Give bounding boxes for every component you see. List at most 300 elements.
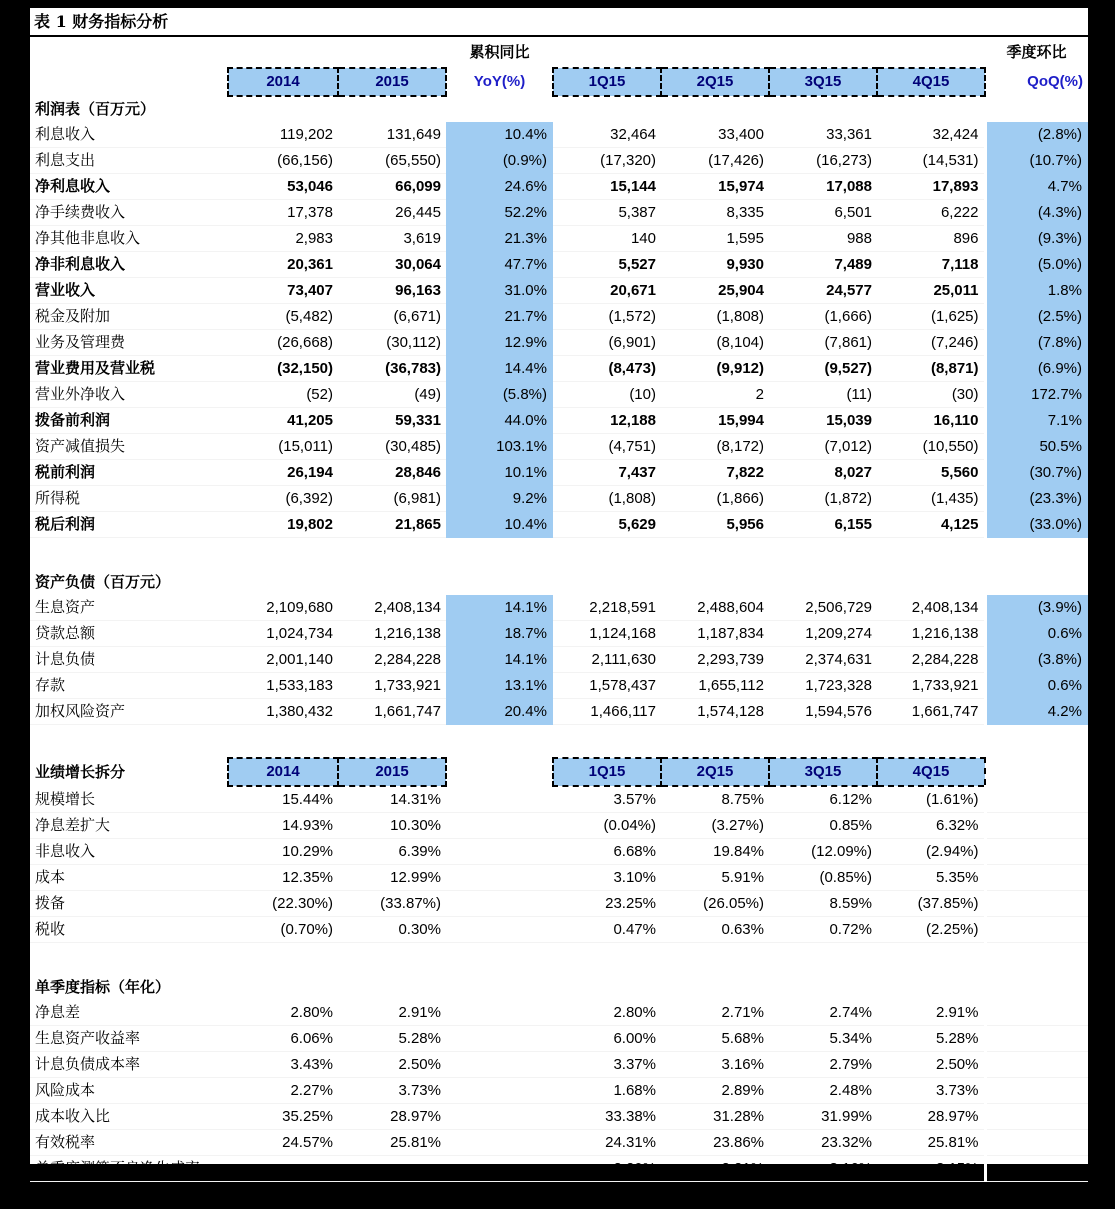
cell-2015: (30,112) — [338, 330, 446, 356]
cell-4q15: (10,550) — [877, 434, 985, 460]
cell-qoq — [985, 891, 1088, 917]
spacer-cell — [228, 975, 338, 1000]
cell-1q15: 7,437 — [553, 460, 661, 486]
cell-qoq: (2.5%) — [985, 304, 1088, 330]
cell-qoq: (30.7%) — [985, 460, 1088, 486]
column-header-2q15: 2Q15 — [661, 68, 769, 96]
cell-2014: 20,361 — [228, 252, 338, 278]
spacer-cell — [985, 570, 1088, 595]
cell-2015: 30,064 — [338, 252, 446, 278]
row-label: 净息差扩大 — [30, 813, 228, 839]
spacer-cell — [661, 975, 769, 1000]
section-header-row — [30, 758, 1088, 786]
cell-qoq: 4.2% — [985, 699, 1088, 725]
cell-yoy: 44.0% — [446, 408, 553, 434]
cell-2q15: 25,904 — [661, 278, 769, 304]
cell-2014: (0.70%) — [228, 917, 338, 943]
column-header-yoy: YoY(%) — [473, 73, 526, 90]
cell-1q15: 0.47% — [553, 917, 661, 943]
cell-yoy: 103.1% — [446, 434, 553, 460]
cell-2015: 3.73% — [338, 1078, 446, 1104]
cell-4q15: 4,125 — [877, 512, 985, 538]
cell-qoq: 1.8% — [985, 278, 1088, 304]
cell-1q15: 3.10% — [553, 865, 661, 891]
cell-3q15: 1,209,274 — [769, 621, 877, 647]
cell-4q15: 25.81% — [877, 1130, 985, 1156]
cell-4q15: 17,893 — [877, 174, 985, 200]
cell-yoy: (5.8%) — [446, 382, 553, 408]
cell-3q15: 1,594,576 — [769, 699, 877, 725]
spacer-cell — [553, 96, 661, 122]
cell-qoq: (33.0%) — [985, 512, 1088, 538]
cell-qoq: 172.7% — [985, 382, 1088, 408]
cell-1q15: 2.20% — [553, 1156, 661, 1182]
cell-2014: 2,109,680 — [228, 595, 338, 621]
table-row — [30, 786, 1088, 813]
cell-2014: (22.30%) — [228, 891, 338, 917]
cell-qoq — [985, 786, 1088, 813]
row-label: 税收 — [30, 917, 228, 943]
cell-yoy — [446, 865, 553, 891]
row-label: 成本 — [30, 865, 228, 891]
cell-2014: 1,533,183 — [228, 673, 338, 699]
cell-qoq: 4.7% — [985, 174, 1088, 200]
cell-1q15: 20,671 — [553, 278, 661, 304]
cell-qoq: (10.7%) — [985, 148, 1088, 174]
cell-2015: 3,619 — [338, 226, 446, 252]
cell-qoq — [985, 839, 1088, 865]
cell-3q15: 23.32% — [769, 1130, 877, 1156]
cell-2q15: 8,335 — [661, 200, 769, 226]
cell-1q15: (4,751) — [553, 434, 661, 460]
column-header-1q15: 1Q15 — [553, 758, 661, 786]
cell-2q15: 15,994 — [661, 408, 769, 434]
cell-qoq — [985, 865, 1088, 891]
financial-table — [30, 37, 1088, 1182]
cell-4q15: 5.28% — [877, 1026, 985, 1052]
cell-2q15: 19.84% — [661, 839, 769, 865]
cell-qoq: (4.3%) — [985, 200, 1088, 226]
cell-2q15: 1,655,112 — [661, 673, 769, 699]
cell-yoy: 20.4% — [446, 699, 553, 725]
cell-2q15: (1,866) — [661, 486, 769, 512]
cell-1q15: 1.68% — [553, 1078, 661, 1104]
cell-2014: (32,150) — [228, 356, 338, 382]
cell-2015: 2,408,134 — [338, 595, 446, 621]
table-row — [30, 148, 1088, 174]
table-row — [30, 278, 1088, 304]
cell-2q15: (8,104) — [661, 330, 769, 356]
section-header-row — [30, 96, 1088, 122]
spacer-cell — [877, 570, 985, 595]
cell-3q15: 3.16% — [769, 1156, 877, 1182]
cell-2014: 10.29% — [228, 839, 338, 865]
cell-2q15: 1,595 — [661, 226, 769, 252]
table-row — [30, 512, 1088, 538]
cell-3q15: 2.48% — [769, 1078, 877, 1104]
cell-1q15: 5,527 — [553, 252, 661, 278]
row-label: 拨备 — [30, 891, 228, 917]
cell-1q15: 15,144 — [553, 174, 661, 200]
cell-2015: 1,216,138 — [338, 621, 446, 647]
row-label: 营业费用及营业税 — [30, 356, 228, 382]
cell-2015: (6,671) — [338, 304, 446, 330]
cell-2015: 10.30% — [338, 813, 446, 839]
column-header-3q15: 3Q15 — [769, 758, 877, 786]
cell-3q15: 2.74% — [769, 1000, 877, 1026]
report-sheet — [30, 8, 1088, 1209]
row-label: 净利息收入 — [30, 174, 228, 200]
column-header-1q15: 1Q15 — [553, 68, 661, 96]
cell-3q15: 2,506,729 — [769, 595, 877, 621]
cell-2015: 14.31% — [338, 786, 446, 813]
cell-2q15: 5.91% — [661, 865, 769, 891]
cell-3q15: 33,361 — [769, 122, 877, 148]
cell-2015: (49) — [338, 382, 446, 408]
cell-2014: 14.93% — [228, 813, 338, 839]
table-row — [30, 434, 1088, 460]
cell-3q15: 24,577 — [769, 278, 877, 304]
cell-4q15: 3.15% — [877, 1156, 985, 1182]
cell-qoq — [985, 813, 1088, 839]
cell-yoy: 14.1% — [446, 595, 553, 621]
cell-yoy: 14.1% — [446, 647, 553, 673]
row-label: 非息收入 — [30, 839, 228, 865]
spacer-cell — [769, 975, 877, 1000]
spacer-cell — [661, 570, 769, 595]
table-row — [30, 226, 1088, 252]
cell-2014: 35.25% — [228, 1104, 338, 1130]
cell-3q15: 15,039 — [769, 408, 877, 434]
spacer-cell — [553, 37, 985, 68]
table-row — [30, 408, 1088, 434]
row-label: 税前利润 — [30, 460, 228, 486]
table-row — [30, 917, 1088, 943]
table-row — [30, 330, 1088, 356]
cell-4q15: (7,246) — [877, 330, 985, 356]
cell-1q15: 5,629 — [553, 512, 661, 538]
cell-2014: 12.35% — [228, 865, 338, 891]
cell-2015: 28,846 — [338, 460, 446, 486]
section-title: 资产负债（百万元） — [35, 573, 171, 591]
spacer-cell — [985, 758, 1088, 786]
cell-qoq: (3.9%) — [985, 595, 1088, 621]
cell-2q15: (17,426) — [661, 148, 769, 174]
cell-yoy — [446, 813, 553, 839]
spacer-cell — [446, 570, 553, 595]
cell-3q15: 6,155 — [769, 512, 877, 538]
cell-2015: 0.30% — [338, 917, 446, 943]
cell-yoy: 10.1% — [446, 460, 553, 486]
cell-1q15: (8,473) — [553, 356, 661, 382]
cell-3q15: 1,723,328 — [769, 673, 877, 699]
cell-2014: 15.44% — [228, 786, 338, 813]
cell-2015: (33.87%) — [338, 891, 446, 917]
cell-yoy — [446, 786, 553, 813]
cell-4q15: (8,871) — [877, 356, 985, 382]
row-label: 利息支出 — [30, 148, 228, 174]
table-row — [30, 839, 1088, 865]
section-spacer-row — [30, 538, 1088, 571]
cell-1q15: 32,464 — [553, 122, 661, 148]
cell-2015: 1,733,921 — [338, 673, 446, 699]
row-label: 税后利润 — [30, 512, 228, 538]
cell-2015: 96,163 — [338, 278, 446, 304]
table-row — [30, 1000, 1088, 1026]
cell-2q15: (26.05%) — [661, 891, 769, 917]
column-header-row — [30, 68, 1088, 96]
cell-yoy: 9.2% — [446, 486, 553, 512]
cell-4q15: 5.35% — [877, 865, 985, 891]
cell-2015: 25.81% — [338, 1130, 446, 1156]
cell-1q15: 6.00% — [553, 1026, 661, 1052]
row-label: 净息差 — [30, 1000, 228, 1026]
section-title: 利润表（百万元） — [35, 99, 156, 118]
cell-3q15: 6,501 — [769, 200, 877, 226]
cell-2q15: 31.28% — [661, 1104, 769, 1130]
cell-2015: 12.99% — [338, 865, 446, 891]
table-row — [30, 673, 1088, 699]
cell-3q15: 7,489 — [769, 252, 877, 278]
table-row — [30, 304, 1088, 330]
cell-2014: (52) — [228, 382, 338, 408]
column-header-2014: 2014 — [228, 68, 338, 96]
cell-2014: 1,024,734 — [228, 621, 338, 647]
row-label: 单季度测算不良净生成率 — [30, 1156, 228, 1182]
column-header-4q15: 4Q15 — [877, 758, 985, 786]
cell-2014: 2,983 — [228, 226, 338, 252]
cell-2q15: (8,172) — [661, 434, 769, 460]
cell-qoq: (7.8%) — [985, 330, 1088, 356]
cell-2q15: 3.16% — [661, 1052, 769, 1078]
cell-3q15: 31.99% — [769, 1104, 877, 1130]
cell-yoy — [446, 1104, 553, 1130]
cell-3q15: (1,666) — [769, 304, 877, 330]
cell-qoq — [985, 1026, 1088, 1052]
cell-2q15: 2.21% — [661, 1156, 769, 1182]
section-header-row — [30, 570, 1088, 595]
spacer-cell — [985, 975, 1088, 1000]
cell-1q15: 3.57% — [553, 786, 661, 813]
cell-1q15: 1,578,437 — [553, 673, 661, 699]
table-row — [30, 460, 1088, 486]
spacer-cell — [228, 570, 338, 595]
row-label: 存款 — [30, 673, 228, 699]
cell-2014: 3.43% — [228, 1052, 338, 1078]
cell-4q15: (1,625) — [877, 304, 985, 330]
table-row — [30, 200, 1088, 226]
cell-yoy — [446, 917, 553, 943]
cell-1q15: 12,188 — [553, 408, 661, 434]
cell-2q15: 0.63% — [661, 917, 769, 943]
cell-1q15: 1,466,117 — [553, 699, 661, 725]
cell-2014: 2.27% — [228, 1078, 338, 1104]
spacer-cell — [338, 975, 446, 1000]
cell-1q15: 2,218,591 — [553, 595, 661, 621]
cell-4q15: (1.61%) — [877, 786, 985, 813]
cell-yoy — [446, 839, 553, 865]
cell-1q15: 1,124,168 — [553, 621, 661, 647]
cell-3q15: (1,872) — [769, 486, 877, 512]
cell-yoy: 24.6% — [446, 174, 553, 200]
cell-1q15: 2.80% — [553, 1000, 661, 1026]
cell-2q15: 2,488,604 — [661, 595, 769, 621]
column-header-4q15: 4Q15 — [877, 68, 985, 96]
cell-qoq: (9.3%) — [985, 226, 1088, 252]
cell-yoy: 47.7% — [446, 252, 553, 278]
cell-4q15: 1,733,921 — [877, 673, 985, 699]
cell-2q15: 2,293,739 — [661, 647, 769, 673]
cell-qoq — [985, 1000, 1088, 1026]
cell-1q15: (0.04%) — [553, 813, 661, 839]
cell-yoy: 10.4% — [446, 512, 553, 538]
cell-2q15: 7,822 — [661, 460, 769, 486]
cell-2014: 41,205 — [228, 408, 338, 434]
row-label: 所得税 — [30, 486, 228, 512]
cell-yoy: 31.0% — [446, 278, 553, 304]
cell-4q15: 1,216,138 — [877, 621, 985, 647]
cell-1q15: 33.38% — [553, 1104, 661, 1130]
table-row — [30, 647, 1088, 673]
cell-qoq: 0.6% — [985, 673, 1088, 699]
cell-3q15: (16,273) — [769, 148, 877, 174]
cell-3q15: (0.85%) — [769, 865, 877, 891]
row-label: 业务及管理费 — [30, 330, 228, 356]
spacer-cell — [446, 975, 553, 1000]
cell-4q15: 25,011 — [877, 278, 985, 304]
cell-2014: 17,378 — [228, 200, 338, 226]
cell-2014: 1,380,432 — [228, 699, 338, 725]
cell-3q15: (7,861) — [769, 330, 877, 356]
cell-qoq — [985, 917, 1088, 943]
row-label: 成本收入比 — [30, 1104, 228, 1130]
cell-yoy — [446, 1052, 553, 1078]
cell-qoq: (5.0%) — [985, 252, 1088, 278]
cell-4q15: (14,531) — [877, 148, 985, 174]
cell-2q15: (1,808) — [661, 304, 769, 330]
row-label: 加权风险资产 — [30, 699, 228, 725]
cell-2014 — [228, 1156, 338, 1182]
cell-2q15: 5,956 — [661, 512, 769, 538]
cell-2014: (26,668) — [228, 330, 338, 356]
cell-3q15: 6.12% — [769, 786, 877, 813]
spacer-cell — [661, 96, 769, 122]
cell-yoy: 18.7% — [446, 621, 553, 647]
cell-1q15: 6.68% — [553, 839, 661, 865]
spacer-cell — [338, 96, 446, 122]
cell-qoq — [985, 1104, 1088, 1130]
cell-4q15: 5,560 — [877, 460, 985, 486]
row-label: 净其他非息收入 — [30, 226, 228, 252]
cell-3q15: 2,374,631 — [769, 647, 877, 673]
cell-1q15: 23.25% — [553, 891, 661, 917]
source-note: 资料来源：公司年报、中报和季报（2014-2015），海通证券研究所 — [30, 1182, 1088, 1209]
cell-4q15: 16,110 — [877, 408, 985, 434]
cell-qoq: 0.6% — [985, 621, 1088, 647]
cell-2014: 73,407 — [228, 278, 338, 304]
table-row — [30, 1078, 1088, 1104]
cell-2q15: 2 — [661, 382, 769, 408]
row-label: 计息负债成本率 — [30, 1052, 228, 1078]
row-label: 风险成本 — [30, 1078, 228, 1104]
cell-qoq — [985, 1130, 1088, 1156]
table-row — [30, 865, 1088, 891]
column-header-2015: 2015 — [338, 68, 446, 96]
cell-4q15: (2.25%) — [877, 917, 985, 943]
cell-3q15: 8.59% — [769, 891, 877, 917]
column-header-2q15: 2Q15 — [661, 758, 769, 786]
cell-yoy — [446, 1078, 553, 1104]
spacer-cell — [446, 96, 553, 122]
cell-2q15: (9,912) — [661, 356, 769, 382]
cell-4q15: 2.50% — [877, 1052, 985, 1078]
cell-2015: 1,661,747 — [338, 699, 446, 725]
cell-4q15: (2.94%) — [877, 839, 985, 865]
cell-2q15: 5.68% — [661, 1026, 769, 1052]
cell-2015: 131,649 — [338, 122, 446, 148]
row-label: 营业外净收入 — [30, 382, 228, 408]
cell-yoy: 13.1% — [446, 673, 553, 699]
cell-2014: 26,194 — [228, 460, 338, 486]
spacer-cell — [30, 68, 228, 96]
spacer-cell — [553, 975, 661, 1000]
cell-2014: (6,392) — [228, 486, 338, 512]
cell-2014: 53,046 — [228, 174, 338, 200]
column-header-qoq: QoQ(%) — [1027, 73, 1083, 90]
cell-1q15: (1,808) — [553, 486, 661, 512]
cell-2015: (36,783) — [338, 356, 446, 382]
cell-3q15: 0.72% — [769, 917, 877, 943]
cell-2015: 2.91% — [338, 1000, 446, 1026]
cell-2015: 26,445 — [338, 200, 446, 226]
cell-2015: (6,981) — [338, 486, 446, 512]
cell-4q15: 896 — [877, 226, 985, 252]
row-label: 利息收入 — [30, 122, 228, 148]
cell-2q15: 9,930 — [661, 252, 769, 278]
cell-yoy: (0.9%) — [446, 148, 553, 174]
cell-2015: 2.50% — [338, 1052, 446, 1078]
table-row — [30, 1156, 1088, 1182]
cell-qoq — [985, 1078, 1088, 1104]
row-label: 净手续费收入 — [30, 200, 228, 226]
cell-4q15: 32,424 — [877, 122, 985, 148]
cell-2015: 5.28% — [338, 1026, 446, 1052]
cell-yoy — [446, 891, 553, 917]
cell-4q15: 28.97% — [877, 1104, 985, 1130]
section-spacer-row — [30, 943, 1088, 976]
cell-1q15: 5,387 — [553, 200, 661, 226]
cell-2014: 119,202 — [228, 122, 338, 148]
cell-2015 — [338, 1156, 446, 1182]
cell-qoq: (6.9%) — [985, 356, 1088, 382]
cell-yoy: 21.3% — [446, 226, 553, 252]
section-title: 单季度指标（年化） — [35, 978, 171, 996]
cell-3q15: 0.85% — [769, 813, 877, 839]
cell-2015: (65,550) — [338, 148, 446, 174]
row-label: 拨备前利润 — [30, 408, 228, 434]
cell-yoy: 21.7% — [446, 304, 553, 330]
section-header-row — [30, 975, 1088, 1000]
row-label: 规模增长 — [30, 786, 228, 813]
cell-3q15: 5.34% — [769, 1026, 877, 1052]
cell-yoy — [446, 1000, 553, 1026]
cell-yoy: 52.2% — [446, 200, 553, 226]
cell-qoq: (23.3%) — [985, 486, 1088, 512]
row-label: 税金及附加 — [30, 304, 228, 330]
cell-3q15: 988 — [769, 226, 877, 252]
column-header-2014: 2014 — [228, 758, 338, 786]
table-row — [30, 174, 1088, 200]
